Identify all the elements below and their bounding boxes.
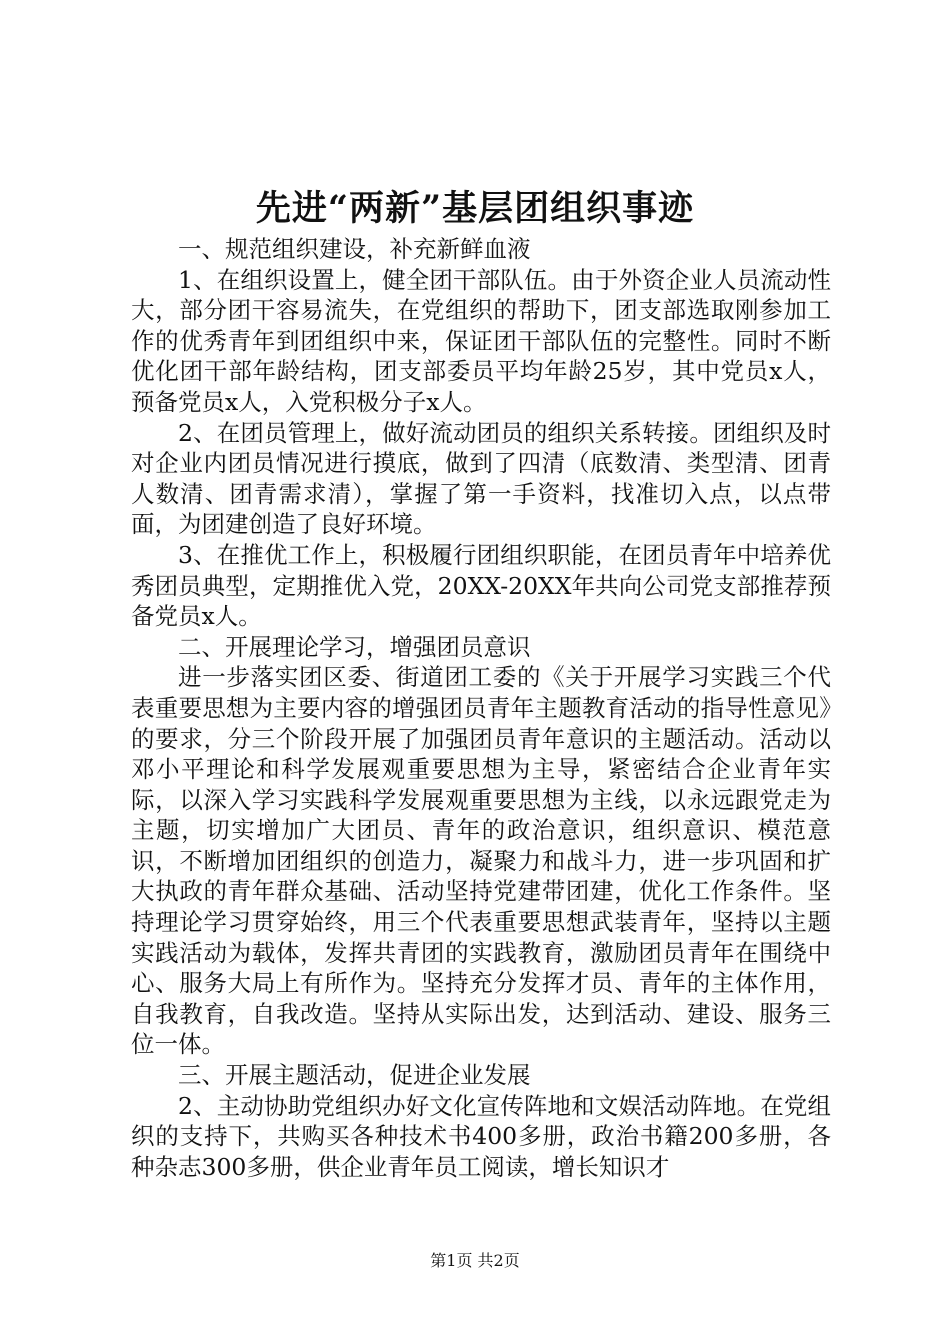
paragraph-1: 1、在组织设置上，健全团干部队伍。由于外资企业人员流动性大，部分团干容易流失，在党组织的帮助下，团支部选取刚参加工作的优秀青年到团组织中来，保证团干部队伍的完整性。同时不断优化团干部年龄结构，团支部委员平均年龄25岁，其中党员x人，预备党员x人，入党积极分子x人。 [131, 265, 831, 416]
section-heading-3: 三、开展主题活动，促进企业发展 [178, 1061, 531, 1090]
section-heading-2: 二、开展理论学习，增强团员意识 [178, 632, 531, 661]
paragraph-3: 3、在推优工作上，积极履行团组织职能，在团员青年中培养优秀团员典型，定期推优入党，20XX-20XX年共向公司党支部推荐预备党员x人。 [131, 540, 831, 631]
paragraph-4: 进一步落实团区委、街道团工委的《关于开展学习实践三个代表重要思想为主要内容的增强团员青年主题教育活动的指导性意见》的要求，分三个阶段开展了加强团员青年意识的主题活动。活动以邓小平理论和科学发展观重要思想为主导，紧密结合企业青年实际，以深入学习实践科学发展观重要思想为主线，以永远跟党走为主题，切实增加广大团员、青年的政治意识，组织意识、模范意识，不断增加团组织的创造力，凝聚力和战斗力，进一步巩固和扩大执政的青年群众基础、活动坚持党建带团建，优化工作条件。坚持理论学习贯穿始终，用三个代表重要思想武装青年，坚持以主题实践活动为载体，发挥共青团的实践教育，激励团员青年在围绕中心、服务大局上有所作为。坚持充分发挥才员、青年的主体作用，自我教育，自我改造。坚持从实际出发，达到活动、建设、服务三位一体。 [131, 663, 831, 1059]
paragraph-2: 2、在团员管理上，做好流动团员的组织关系转接。团组织及时对企业内团员情况进行摸底，做到了四清（底数清、类型清、团青人数清、团青需求清），掌握了第一手资料，找准切入点，以点带面，为团建创造了良好环境。 [131, 418, 831, 539]
page-footer: 第1页 共2页 [430, 1251, 520, 1270]
section-heading-1: 一、规范组织建设，补充新鲜血液 [178, 235, 531, 263]
document-title: 先进“两新”基层团组织事迹 [255, 188, 695, 229]
paragraph-5: 2、主动协助党组织办好文化宣传阵地和文娱活动阵地。在党组织的支持下，共购买各种技术书400多册，政治书籍200多册，各种杂志300多册，供企业青年员工阅读，增长知识才 [131, 1091, 831, 1181]
document-body [131, 234, 831, 1182]
